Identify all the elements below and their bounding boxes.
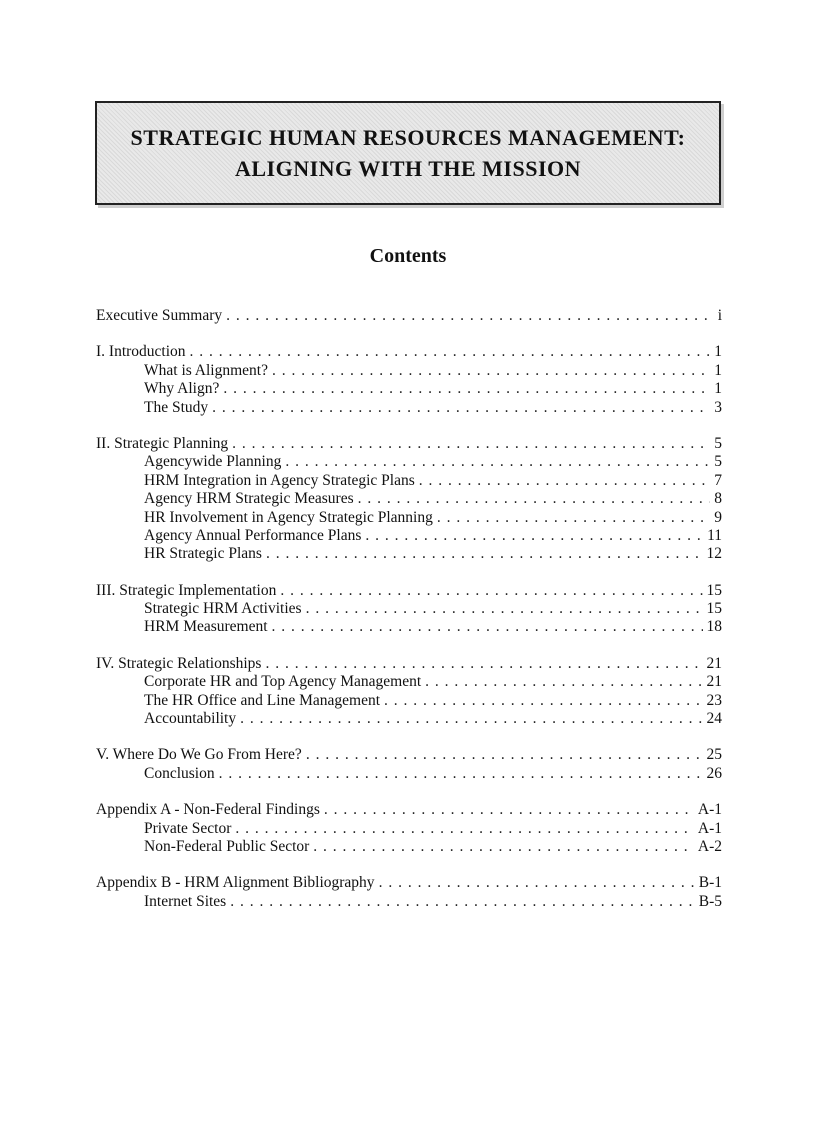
dot-leader [379, 874, 695, 892]
toc-section-entry[interactable] [96, 582, 722, 600]
toc-page-number: 25 [706, 746, 722, 764]
toc-subentry[interactable] [96, 820, 722, 838]
toc-section-entry[interactable] [96, 307, 722, 325]
toc-section-entry[interactable] [96, 746, 722, 764]
toc-page-number: 26 [706, 764, 722, 782]
toc-subentry[interactable] [96, 399, 722, 417]
dot-leader [219, 765, 703, 783]
toc-page-number: 8 [714, 490, 722, 508]
toc-subentry[interactable] [96, 545, 722, 563]
dot-leader [285, 453, 710, 471]
toc-subentry[interactable] [96, 673, 722, 691]
toc-section [96, 435, 722, 564]
toc-section-entry[interactable] [96, 655, 722, 673]
toc-entry-label: Private Sector [144, 819, 232, 837]
toc-entry-label: Why Align? [144, 380, 220, 398]
toc-subentry[interactable] [96, 618, 722, 636]
dot-leader [437, 509, 710, 527]
dot-leader [365, 527, 703, 545]
toc-subentry[interactable] [96, 362, 722, 380]
contents-heading: Contents [369, 245, 447, 267]
table-of-contents [96, 307, 722, 929]
toc-subentry[interactable] [96, 490, 722, 508]
toc-section-entry[interactable] [96, 874, 722, 892]
toc-entry-label: What is Alignment? [144, 361, 268, 379]
toc-subentry[interactable] [96, 893, 722, 911]
toc-subentry[interactable] [96, 527, 722, 545]
dot-leader [266, 545, 703, 563]
dot-leader [232, 435, 710, 453]
toc-page-number: 23 [706, 691, 722, 709]
toc-entry-label: Executive Summary [96, 307, 223, 324]
dot-leader [265, 655, 702, 673]
dot-leader [230, 893, 695, 911]
dot-leader [324, 801, 694, 819]
toc-entry-label: II. Strategic Planning [96, 434, 229, 452]
title-line-2: ALIGNING WITH THE MISSION [234, 156, 582, 181]
toc-section-entry[interactable] [96, 801, 722, 819]
toc-section [96, 874, 722, 911]
toc-entry-label: Appendix A - Non-Federal Findings [96, 801, 320, 819]
toc-entry-label: HRM Integration in Agency Strategic Plans [144, 471, 415, 489]
dot-leader [190, 343, 711, 361]
toc-entry-label: Non-Federal Public Sector [144, 837, 310, 855]
toc-page-number: 1 [714, 343, 722, 361]
dot-leader [272, 362, 710, 380]
toc-subentry[interactable] [96, 380, 722, 398]
toc-page-number: A-1 [697, 801, 722, 819]
dot-leader [212, 399, 710, 417]
toc-page-number: 12 [706, 545, 722, 563]
toc-entry-label: IV. Strategic Relationships [96, 654, 262, 672]
dot-leader [313, 838, 694, 856]
toc-subentry[interactable] [96, 509, 722, 527]
toc-page-number: 3 [714, 398, 722, 416]
toc-entry-label: Appendix B - HRM Alignment Bibliography [96, 874, 375, 892]
dot-leader [425, 673, 702, 691]
toc-entry-label: Internet Sites [144, 892, 227, 910]
toc-entry-label: Agency Annual Performance Plans [144, 526, 362, 544]
toc-page-number: 5 [714, 434, 722, 452]
toc-entry-label: HRM Measurement [144, 618, 268, 636]
toc-page-number: 9 [714, 508, 722, 526]
toc-section [96, 307, 722, 325]
toc-section [96, 801, 722, 856]
toc-page-number: B-1 [698, 874, 722, 892]
toc-entry-label: Strategic HRM Activities [144, 600, 302, 618]
dot-leader [306, 746, 703, 764]
toc-entry-label: V. Where Do We Go From Here? [96, 746, 302, 764]
toc-page-number: 15 [706, 581, 722, 599]
toc-entry-label: The Study [144, 398, 209, 416]
toc-entry-label: HR Strategic Plans [144, 545, 262, 563]
toc-section [96, 746, 722, 783]
toc-section [96, 582, 722, 637]
dot-leader [223, 380, 710, 398]
toc-subentry[interactable] [96, 765, 722, 783]
dot-leader [358, 490, 711, 508]
toc-subentry[interactable] [96, 838, 722, 856]
toc-section [96, 655, 722, 729]
toc-page-number: 5 [714, 453, 722, 471]
toc-entry-label: Conclusion [144, 764, 215, 782]
toc-section-entry[interactable] [96, 435, 722, 453]
toc-section [96, 343, 722, 417]
toc-page-number: 11 [707, 526, 722, 544]
toc-page-number: 24 [706, 710, 722, 728]
toc-page-number: A-1 [697, 819, 722, 837]
toc-entry-label: The HR Office and Line Management [144, 691, 381, 709]
dot-leader [226, 307, 714, 325]
toc-section-entry[interactable] [96, 343, 722, 361]
toc-page-number: 21 [706, 654, 722, 672]
toc-entry-label: Agencywide Planning [144, 453, 282, 471]
dot-leader [306, 600, 703, 618]
dot-leader [384, 692, 702, 710]
toc-page-number: 18 [706, 618, 722, 636]
dot-leader [272, 618, 703, 636]
toc-subentry[interactable] [96, 692, 722, 710]
toc-entry-label: Agency HRM Strategic Measures [144, 490, 354, 508]
toc-entry-label: Corporate HR and Top Agency Management [144, 673, 422, 691]
toc-entry-label: HR Involvement in Agency Strategic Planning [144, 508, 433, 526]
dot-leader [419, 472, 710, 490]
toc-entry-label: I. Introduction [96, 343, 186, 361]
toc-page-number: 1 [714, 361, 722, 379]
toc-page-number: 15 [706, 600, 722, 618]
title-line-1: STRATEGIC HUMAN RESOURCES MANAGEMENT: [130, 125, 686, 150]
toc-page-number: 7 [714, 471, 722, 489]
toc-page-number: 21 [706, 673, 722, 691]
toc-page-number: i [717, 307, 722, 324]
toc-page-number: B-5 [698, 892, 722, 910]
toc-subentry[interactable] [96, 710, 722, 728]
dot-leader [235, 820, 694, 838]
dot-leader [240, 710, 702, 728]
toc-page-number: 1 [714, 380, 722, 398]
toc-entry-label: III. Strategic Implementation [96, 581, 277, 599]
toc-subentry[interactable] [96, 472, 722, 490]
toc-subentry[interactable] [96, 453, 722, 471]
dot-leader [280, 582, 702, 600]
toc-subentry[interactable] [96, 600, 722, 618]
toc-entry-label: Accountability [144, 710, 237, 728]
toc-page-number: A-2 [697, 837, 722, 855]
title-box [95, 101, 721, 205]
